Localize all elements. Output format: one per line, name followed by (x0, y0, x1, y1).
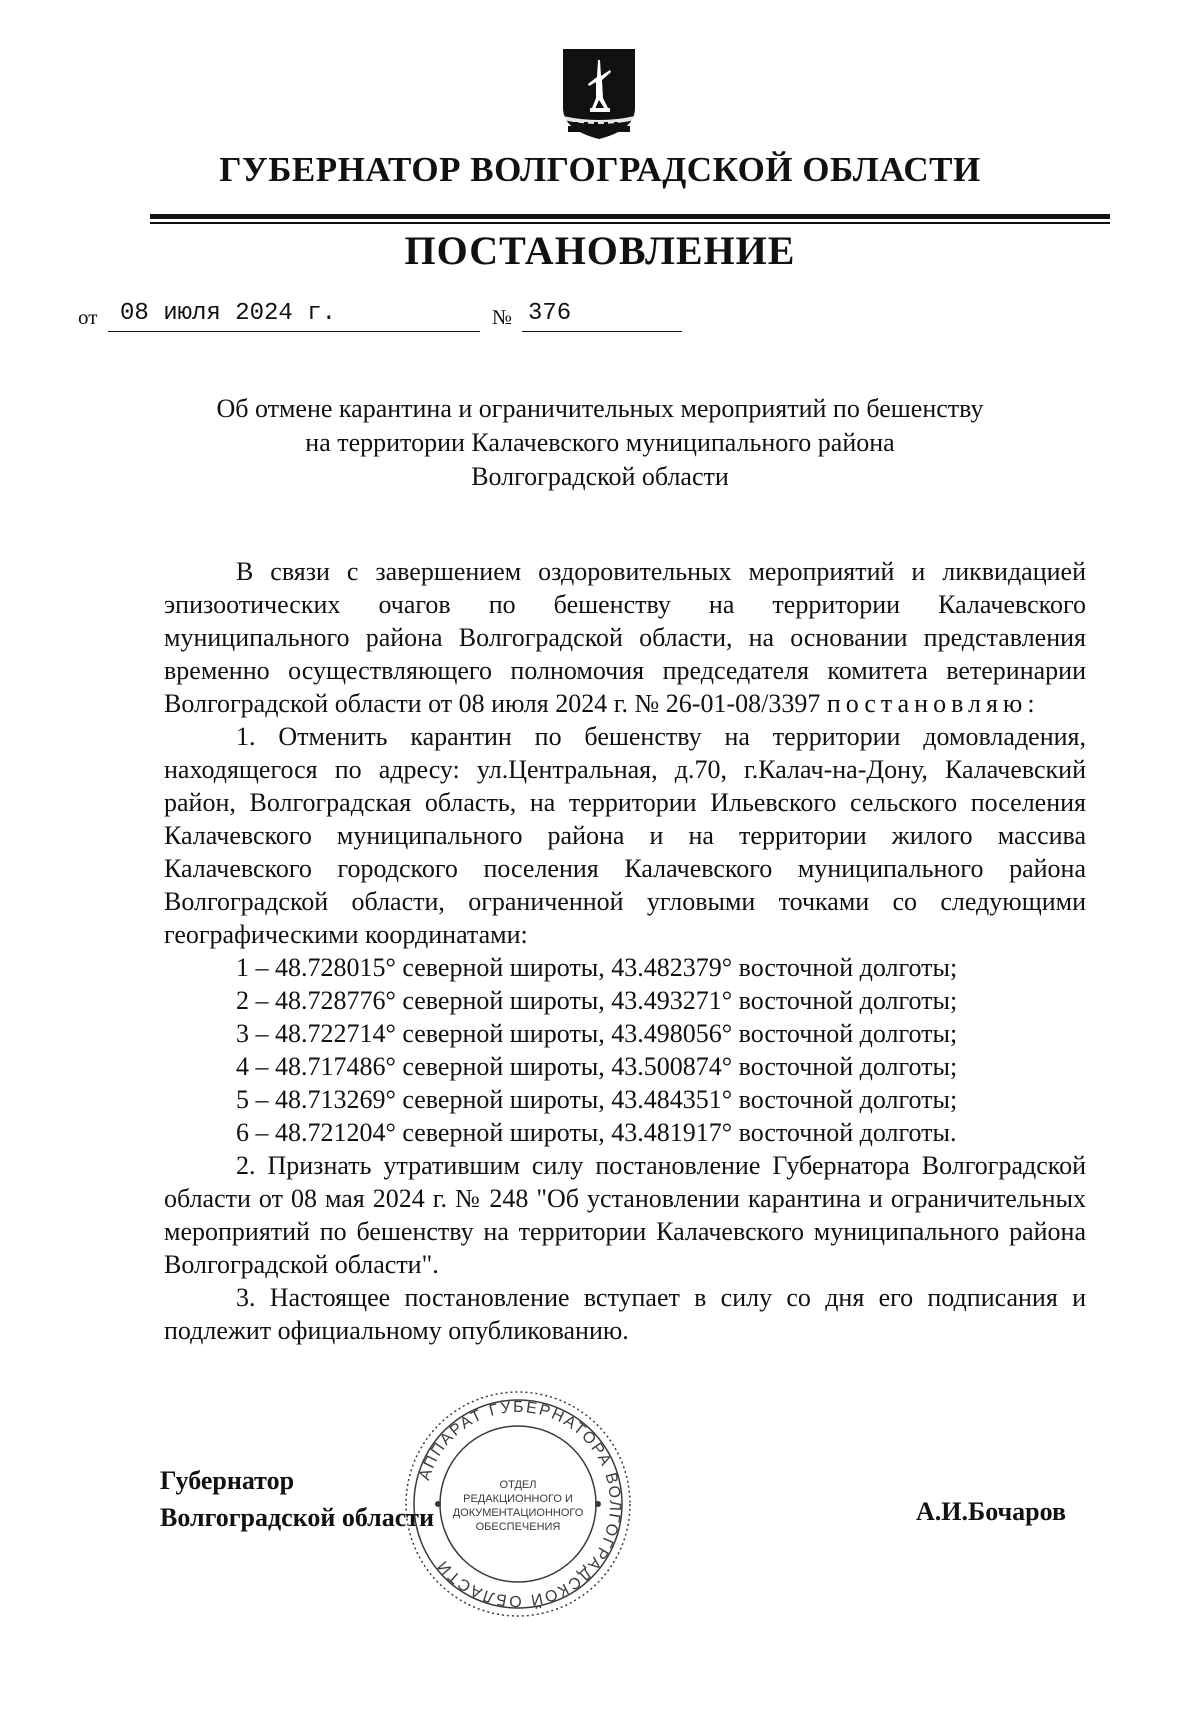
document-meta-row (0, 296, 1200, 332)
subject-line-1: Об отмене карантина и ограничительных мероприятий по бешенству (216, 394, 984, 423)
decree-word: постановляю: (826, 689, 1040, 718)
coordinate-point: 6 – 48.721204° северной широты, 43.481917° восточной долготы. (236, 1118, 957, 1147)
document-type-title: ПОСТАНОВЛЕНИЕ (404, 228, 796, 273)
stamp-line-3: ДОКУМЕНТАЦИОННОГО (452, 1507, 584, 1519)
stamp-line-1: ОТДЕЛ (499, 1479, 537, 1491)
stamp-line-4: ОБЕСПЕЧЕНИЯ (475, 1521, 561, 1533)
coordinate-point: 1 – 48.728015° северной широты, 43.482379° восточной долготы; (236, 953, 958, 982)
coordinate-point: 4 – 48.717486° северной широты, 43.500874° восточной долготы; (236, 1052, 958, 1081)
document-date: 08 июля 2024 г. (108, 300, 480, 332)
coordinate-point: 3 – 48.722714° северной широты, 43.498056° восточной долготы; (236, 1019, 958, 1048)
item-1-paragraph: 1. Отменить карантин по бешенству на территории домовладения, находящегося по адресу: ул.Центральная, д.70, г.Калач-на-Дону, Калачевский район, Волгоградская область, на территории Ильевского сельского поселения Калачевского муниципального района и на территории жилого массива Калачевского городского поселения Калачевского муниципального района Волгоградской области, ограниченной угловыми точками со следующими географическими координатами: (164, 722, 1086, 949)
volgograd-coat-of-arms-icon (560, 46, 638, 142)
subject-line-3: Волгоградской области (471, 462, 729, 491)
document-number: 376 (522, 300, 682, 332)
stamp-outer-text: АППАРАТ ГУБЕРНАТОРА ВОЛГОГРАДСКОЙ ОБЛАСТИ (416, 1398, 624, 1610)
preamble-paragraph (164, 555, 1086, 720)
item-3-paragraph: 3. Настоящее постановление вступает в силу со дня его подписания и подлежит официальному опубликованию. (164, 1283, 1086, 1345)
document-body (164, 555, 1086, 1347)
coordinate-point: 5 – 48.713269° северной широты, 43.484351° восточной долготы; (236, 1085, 958, 1114)
signatory-position-line-2: Волгоградской области (160, 1503, 435, 1532)
date-label: от (78, 305, 98, 329)
header-divider-thick (150, 214, 1110, 219)
item-2-paragraph: 2. Признать утратившим силу постановление Губернатора Волгоградской области от 08 мая 2024 г. № 248 "Об установлении карантина и ограничительных мероприятий по бешенству на территории Калачевского муниципального района Волгоградской области". (164, 1151, 1086, 1279)
signatory-position (160, 1462, 434, 1536)
preamble-text: В связи с завершением оздоровительных мероприятий и ликвидацией эпизоотических очагов по бешенству на территории Калачевского муниципального района Волгоградской области, на основании представления временно осуществляющего полномочия председателя комитета ветеринарии Волгоградской области от 08 июля 2024 г. № 26-01-08/3397 (164, 557, 1086, 718)
signatory-position-line-1: Губернатор (160, 1466, 295, 1495)
issuing-authority-title: ГУБЕРНАТОР ВОЛГОГРАДСКОЙ ОБЛАСТИ (219, 150, 981, 189)
coordinate-point: 2 – 48.728776° северной широты, 43.493271° восточной долготы; (236, 986, 958, 1015)
stamp-line-2: РЕДАКЦИОННОГО И (463, 1493, 573, 1505)
official-stamp-icon (402, 1388, 634, 1620)
document-subject (160, 392, 1040, 494)
number-label: № (492, 305, 513, 329)
subject-line-2: на территории Калачевского муниципального района (305, 428, 895, 457)
signatory-name: А.И.Бочаров (916, 1497, 1067, 1526)
header-divider-thin (150, 222, 1110, 224)
